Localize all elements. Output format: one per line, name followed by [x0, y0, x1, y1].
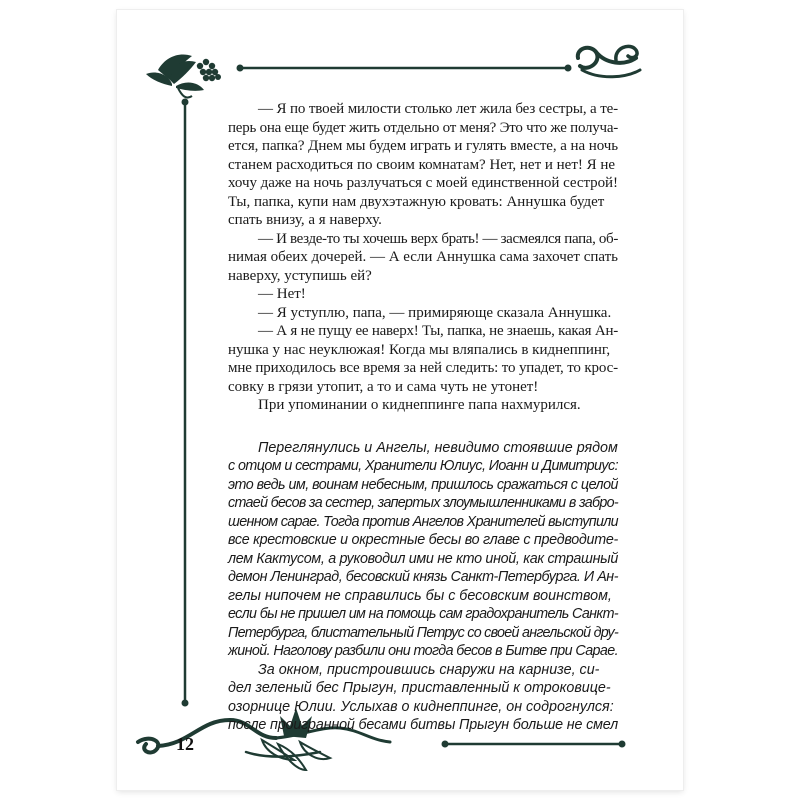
text-line: перь она еще будет жить отдельно от меня? Это что же получа-: [228, 119, 618, 136]
italic-line: дел зеленый бес Прыгун, приставленный к отроковице-: [228, 680, 611, 696]
italic-line: стаей бесов за сестер, запертых злоумышленниками в забро-: [228, 495, 618, 511]
text-line: ется, папка? Днем мы будем играть и гулять вместе, а на ночь: [228, 138, 618, 154]
italic-line: лем Кактусом, а руководил ими не кто иной, как страшный: [228, 550, 618, 567]
leaf-berry-ornament: [146, 55, 221, 98]
italic-line: озорнице Юлии. Услыхав о киднеппинге, он содрогнулся:: [228, 698, 614, 715]
italic-line: если бы не пришел им на помощь сам градохранитель Санкт-: [228, 606, 618, 622]
paragraph-gap: [228, 415, 618, 439]
text-line: нушка у нас неуклюжая! Когда мы вляпались в киднеппинг,: [228, 341, 611, 358]
text-line: При упоминании о киднеппинге папа нахмурился.: [258, 397, 581, 413]
text-line: Ты, папка, купи нам двухэтажную кровать: Аннушка будет: [228, 193, 605, 210]
italic-line: шенном сарае. Тогда против Ангелов Хранителей выступили: [228, 513, 618, 530]
page-number: 12: [176, 734, 194, 754]
text-line: — Нет!: [258, 286, 306, 302]
text-line: совку в грязи утопит, а то и сама чуть не утонет!: [228, 378, 539, 395]
body-text: [228, 100, 618, 735]
italic-line: демон Ленинград, бесовский князь Санкт-Петербурга. И Ан-: [228, 569, 618, 585]
italic-line: с отцом и сестрами, Хранители Юлиус, Иоанн и Димитриус:: [228, 458, 618, 474]
italic-line: это ведь им, воинам небесным, пришлось сражаться с целой: [228, 476, 618, 493]
text-line: — Я по твоей милости столько лет жила без сестры, а те-: [258, 101, 618, 117]
italic-line: За окном, пристроившись снаружи на карнизе, си-: [258, 661, 600, 678]
text-line: станем расходиться по своим комнатам? Нет, нет и нет! Я не: [228, 156, 616, 173]
italic-line: гелы нипочем не справились бы с бесовским воинством,: [228, 587, 612, 604]
swirl-ornament: [578, 46, 640, 76]
text-line: наверху, уступишь ей?: [228, 267, 372, 284]
italic-line: Переглянулись и Ангелы, невидимо стоявшие рядом: [258, 439, 618, 456]
italic-line: после проигранной бесами битвы Прыгун больше не смел: [228, 717, 619, 733]
text-line: нимая обеих дочерей. — А если Аннушка сама захочет спать: [228, 249, 618, 265]
italic-line: все крестовские и окрестные бесы во главе с предводите-: [228, 532, 618, 548]
italic-line: Петербурга, блистательный Петрус со своей ангельской дру-: [228, 624, 618, 641]
text-line: хочу даже на ночь разлучаться с моей единственной сестрой!: [228, 175, 618, 191]
text-line: спать внизу, а я наверху.: [228, 212, 382, 228]
text-line: мне приходилось все время за ней следить: то упадет, то крос-: [228, 360, 619, 376]
text-line: — И везде-то ты хочешь верх брать! — засмеялся папа, об-: [258, 230, 618, 247]
text-line: — А я не пущу ее наверх! Ты, папка, не знаешь, какая Ан-: [258, 323, 618, 339]
text-line: — Я уступлю, папа, — примиряюще сказала Аннушка.: [258, 304, 612, 321]
italic-line: жиной. Наголову разбили они тогда бесов в Битве при Сарае.: [228, 643, 618, 659]
